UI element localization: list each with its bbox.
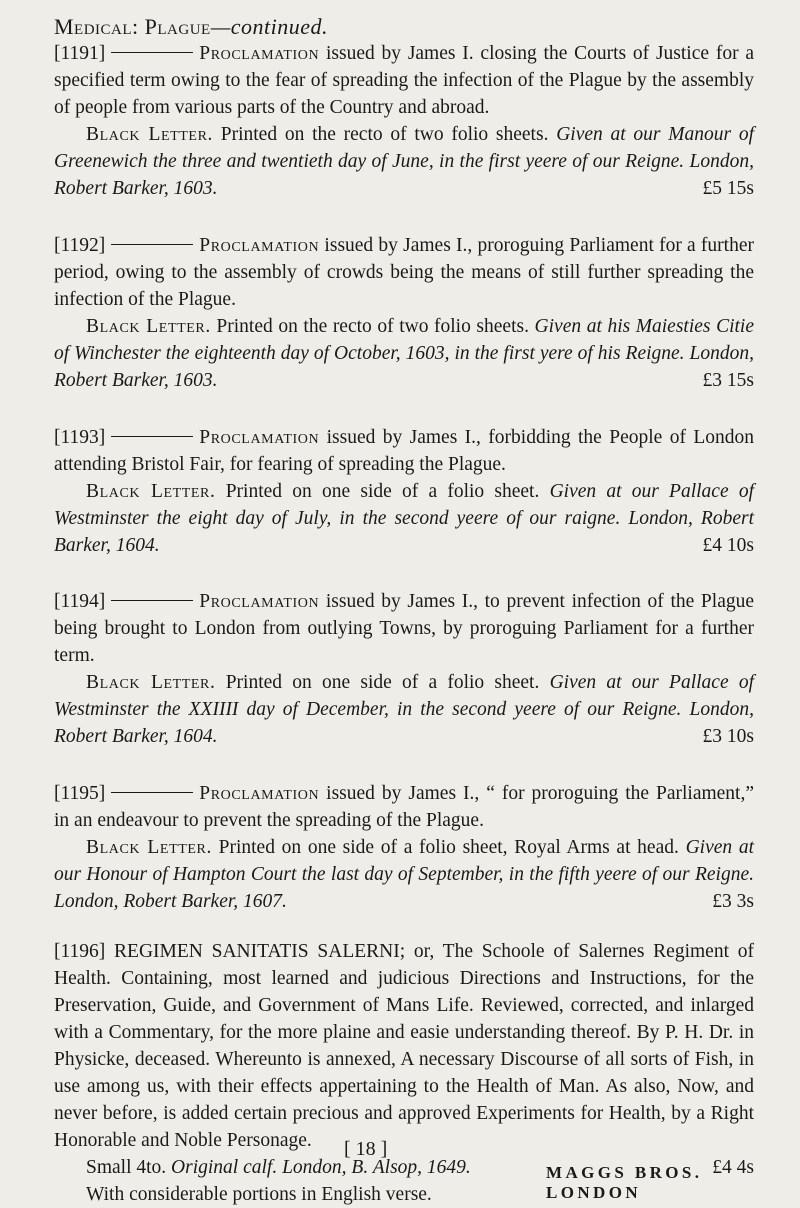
entry-text: issued by James I., to prevent infection of the Plague being brought to London from outlying Towns, by proroguing Parliament for a further term. [54,591,754,666]
imprint: Given at our Honour of Hampton Court the last day of September, in the fifth yeere of our Reigne. London, Robert Barker, 1607. [54,837,754,912]
entry-number: [1192] [54,235,106,256]
rule-dash [111,436,193,437]
entry-number: [1196] [54,941,106,962]
format-text: Printed on the recto of two folio sheets. [213,124,549,145]
catalogue-entry-1191 [54,40,754,202]
entry-text: issued by James I., proroguing Parliament for a further period, owing to the assembly of crowds being the means of still further spreading the infection of the Plague. [54,235,754,310]
format-label: Black Letter. [86,672,216,693]
entry-lead: Proclamation [199,591,320,612]
format-label: Black Letter. [86,481,216,502]
entry-title: REGIMEN SANITATIS SALERNI; or, The Schoole of Salernes Regiment of Health. Containing, most learned and judicious Directions and Instructions, for the Preservation, Guide, and Government of Mans Life. Reviewed, corrected, and inlarged with a Commentary, for the more plaine and easie understanding thereof. By P. H. Dr. in Physicke, deceased. Whereunto is annexed, A necessary Discourse of all sorts of Fish, in use among us, with their effects appertaining to the Health of Man. As also, Now, and never before, is added certain precious and approved Experiments for Health, by a Right Honorable and Noble Personage. [54,941,754,1151]
entry-lead: Proclamation [199,43,320,64]
section-continued: —continued. [210,14,329,39]
catalogue-entry-1195 [54,780,754,915]
entry-lead: Proclamation [199,235,320,256]
entry-note: With considerable portions in English verse. [86,1184,432,1205]
price: £4 10s [702,535,754,556]
rule-dash [111,600,193,601]
page-number: [ 18 ] [344,1138,388,1160]
rule-dash [111,792,193,793]
catalogue-entry-1194 [54,588,754,750]
entry-lead: Proclamation [199,783,320,804]
imprint: Original calf. London, B. Alsop, 1649. [166,1157,471,1178]
format-text: Printed on the recto of two folio sheets. [210,316,529,337]
catalogue-entry-1192 [54,232,754,394]
format-label: Black Letter. [86,316,211,337]
imprint: Given at our Pallace of Westminster the XXIIII day of December, in the second yeere of our Reigne. London, Robert Barker, 1604. [54,672,755,747]
entry-number: [1194] [54,591,106,612]
section-heading [54,14,328,40]
price: £5 15s [702,178,754,199]
format-text: Printed on one side of a folio sheet. [215,481,540,502]
entry-number: [1191] [54,43,106,64]
entry-text: issued by James I., forbidding the People of London attending Bristol Fair, for fearing of spreading the Plague. [54,427,754,475]
section-title: Medical: Plague [54,14,211,39]
imprint: Given at our Pallace of Westminster the eight day of July, in the second yeere of our raigne. London, Robert Barker, 1604. [54,481,755,556]
entry-text: issued by James I. closing the Courts of Justice for a specified term owing to the fear of spreading the infection of the Plague by the assembly of people from various parts of the Country and abroad. [54,43,754,118]
rule-dash [111,244,193,245]
format-text: Small 4to. [86,1157,167,1178]
catalogue-entry-1193 [54,424,754,559]
entry-text: issued by James I., “ for proroguing the Parliament,” in an endeavour to prevent the spreading of the Plague. [54,783,754,831]
publisher-footer: MAGGS BROS. LONDON [546,1163,703,1202]
entry-number: [1193] [54,427,106,448]
price: £3 10s [702,726,754,747]
format-text: Printed on one side of a folio sheet, Royal Arms at head. [211,837,679,858]
price: £4 4s [712,1157,754,1178]
price: £3 15s [702,370,754,391]
rule-dash [111,52,193,53]
price: £3 3s [712,891,754,912]
format-text: Printed on one side of a folio sheet. [215,672,540,693]
imprint: Given at our Manour of Greenewich the three and twentieth day of June, in the first yeere of our Reigne. London, Robert Barker, 1603. [54,124,754,199]
format-label: Black Letter. [86,124,213,145]
entry-number: [1195] [54,783,106,804]
imprint: Given at his Maiesties Citie of Winchester the eighteenth day of October, 1603, in the first yere of his Reigne. London, Robert Barker, 1603. [54,316,755,391]
entry-lead: Proclamation [199,427,320,448]
format-label: Black Letter. [86,837,212,858]
